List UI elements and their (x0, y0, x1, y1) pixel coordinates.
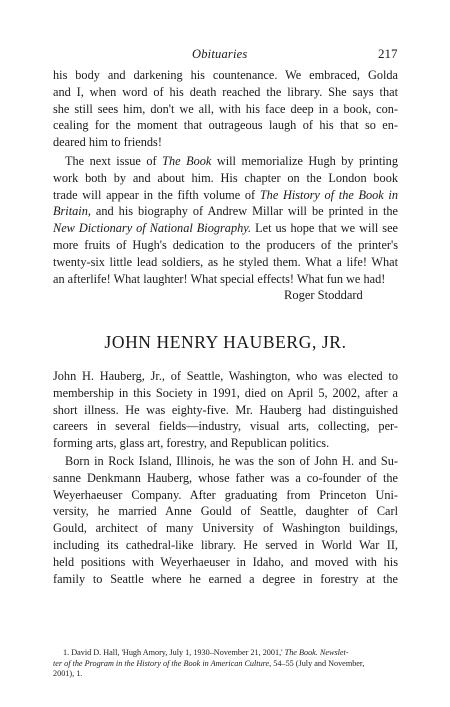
paragraph-continuation (53, 67, 398, 151)
text-line: sanne Denkmann Hauberg, whose father was a co-founder of the (53, 470, 398, 485)
author-signature: Roger Stoddard (284, 288, 363, 302)
text-line: and I, when word of his death reached the library. She says that (53, 84, 398, 99)
text-line: work both by and about him. His chapter on the London book (53, 170, 398, 185)
obituary-heading: JOHN HENRY HAUBERG, JR. (104, 332, 347, 352)
italic-title: The Book. Newslet- (284, 648, 349, 657)
italic-title: The History of the Book in (259, 187, 398, 202)
text-line: held positions with Weyerhaeuser in Idaho, and moved with his (53, 554, 398, 569)
italic-title: The Book (162, 154, 212, 168)
text-line: versity, he married Anne Gould of Seattle, daughter of Carl (53, 504, 398, 519)
obituary-paragraph-1 (53, 368, 398, 452)
footnote-line: ter of the Program in the History of the Book in American Culture, 54–55 (July and November, (53, 658, 365, 668)
text-line: Weyerhaeuser Company. After graduating from Princeton Uni- (53, 487, 398, 502)
footnote-line: 1. David D. Hall, 'Hugh Amory, July 1, 1930–November 21, 2001,' The Book. Newslet- (63, 648, 349, 657)
text-line: deared him to friends! (53, 135, 162, 150)
text-line: New Dictionary of National Biography. Let us hope that we will see (53, 221, 398, 236)
text-line: his body and darkening his countenance. We embraced, Golda (53, 68, 398, 82)
footnote-line: 2001), 1. (53, 669, 83, 678)
text-line: trade will appear in the fifth volume of The History of the Book in (53, 187, 398, 202)
text-line: an afterlife! What laughter! What special effects! What fun we had! (53, 271, 386, 286)
text-line: including its cathedral-like library. He served in World War II, (53, 537, 398, 552)
text-line: Britain, and his biography of Andrew Millar will be printed in the (53, 204, 398, 219)
text-line: Gould, architect of many University of Washington buildings, (53, 521, 398, 536)
text-line: The next issue of The Book will memorialize Hugh by printing (65, 154, 398, 168)
text-line: more fruits of Hugh's dedication to the producers of the printer's (53, 237, 398, 252)
running-title: Obituaries (192, 47, 248, 61)
text-line: John H. Hauberg, Jr., of Seattle, Washington, who was elected to (53, 369, 398, 383)
footnote (53, 648, 398, 680)
text-line: careers in several fields—industry, visual arts, collecting, per- (53, 419, 398, 434)
italic-title: ter of the Program in the History of the Book in American Culture, (53, 658, 272, 668)
page-number: 217 (378, 46, 398, 61)
text-line: short illness. He was eighty-five. Mr. Hauberg had distinguished (53, 402, 398, 417)
text-line: Born in Rock Island, Illinois, he was the son of John H. and Su- (65, 454, 398, 468)
obituary-paragraph-2 (53, 453, 398, 587)
text-line: cealing for the moment that outrageous laugh of his that so en- (53, 118, 398, 133)
italic-title: New Dictionary of National Biography. (53, 221, 252, 236)
text-line: twenty-six little lead soldiers, as he styled them. What a life! What (53, 254, 398, 269)
text-line: forming arts, glass art, forestry, and Republican politics. (53, 436, 330, 451)
paragraph-the-book (53, 153, 398, 287)
text-line: she still sees him, don't we all, with his face deep in a book, con- (53, 101, 398, 116)
text-line: membership in this Society in 1991, died on April 5, 2002, after a (53, 385, 398, 400)
text-line: family to Seattle where he earned a degree in forestry at the (53, 571, 398, 586)
italic-title: Britain, (53, 204, 91, 219)
